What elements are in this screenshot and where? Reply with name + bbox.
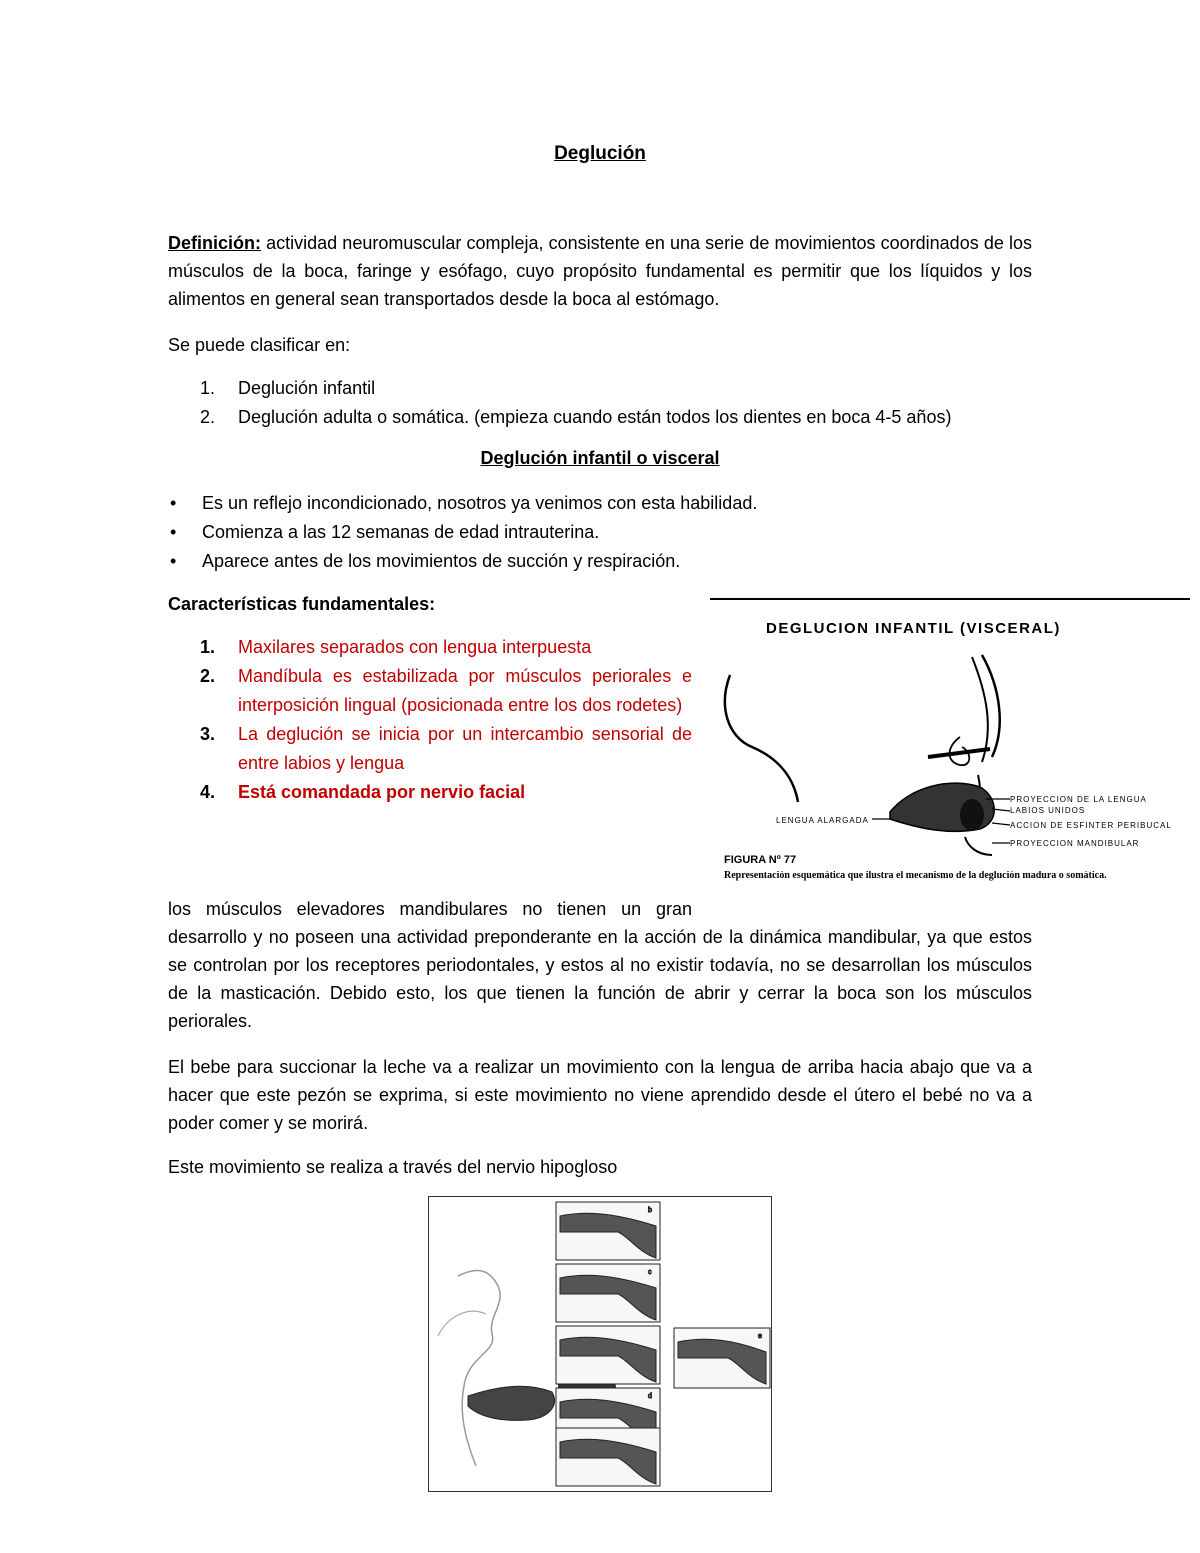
infant-swallowing-figure (710, 597, 1190, 907)
bullet-list (168, 489, 757, 576)
bullet-text: Aparece antes de los movimientos de succión y respiración. (202, 551, 681, 571)
list-item (200, 720, 692, 778)
float-spacer (692, 895, 1032, 923)
paragraph-text: los músculos elevadores mandibulares no tienen un gran desarrollo y no poseen una actividad preponderante en la acción de la dinámica mandibular, ya que estos se controlan por los receptores periodontales, y estos al no existir todavía, no se desarrollan los músculos de la masticación. Debido esto, los que tienen la función de abrir y cerrar la boca son los músculos periorales. (168, 899, 1032, 1031)
list-item (200, 374, 951, 403)
list-text: Deglución infantil (238, 378, 376, 398)
characteristics-list (200, 633, 692, 807)
bullet-icon: • (170, 493, 177, 513)
panel-right (674, 1328, 770, 1388)
list-number: 3. (200, 724, 216, 744)
nose-outline (982, 655, 1000, 757)
figure-caption: Representación esquemática que ilustra el mecanismo de la deglución madura o somática. (724, 871, 1107, 881)
figure-heading: DEGLUCION INFANTIL (VISCERAL) (766, 620, 1061, 637)
list-number: 1. (200, 637, 216, 657)
list-text: Está comandada por nervio facial (238, 782, 526, 802)
paragraph-suction: El bebe para succionar la leche va a realizar un movimiento con la lengua de arriba hacia abajo que va a hacer que este pezón se exprima, si este movimiento no viene aprendido desde el útero el bebé no va a poder comer y se morirá. (168, 1057, 1032, 1133)
list-text: Maxilares separados con lengua interpuesta (238, 637, 592, 657)
bullet-icon: • (170, 522, 177, 542)
panel-letter: c (648, 1269, 652, 1276)
list-number: 2. (200, 666, 216, 686)
bullet-text: Es un reflejo incondicionado, nosotros ya venimos con esta habilidad. (202, 493, 758, 513)
bullet-icon: • (170, 551, 177, 571)
figure-number: FIGURA Nº 77 (724, 854, 797, 866)
list-item (200, 403, 951, 432)
panel-letter: d (648, 1393, 652, 1400)
paragraph-nerve: Este movimiento se realiza a través del nervio hipogloso (168, 1157, 618, 1177)
list-item (168, 518, 757, 547)
list-item (168, 489, 757, 518)
suction-sequence-figure (428, 1196, 772, 1492)
list-text: Mandíbula es estabilizada por músculos periorales e interposición lingual (posicionada entre los dos rodetes) (238, 666, 692, 715)
bullet-text: Comienza a las 12 semanas de edad intrauterina. (202, 522, 600, 542)
label-proyeccion-lengua: PROYECCION DE LA LENGUA (1010, 795, 1147, 804)
panel-letter: b (648, 1207, 652, 1214)
page-title: Deglución (554, 143, 646, 164)
characteristics-title: Características fundamentales: (168, 594, 436, 614)
list-number: 2. (200, 407, 216, 427)
paragraph-muscles (168, 895, 1032, 1035)
definition-text: actividad neuromuscular compleja, consistente en una serie de movimientos coordinados de los músculos de la boca, faringe y esófago, cuyo propósito fundamental es permitir que los líquidos y los alimentos en general sean transportados desde la boca al estómago. (168, 233, 1032, 309)
list-item (168, 547, 757, 576)
label-proyeccion-mandibular: PROYECCION MANDIBULAR (1010, 839, 1140, 848)
classification-list (200, 374, 951, 432)
infant-face-sketch (458, 1271, 500, 1466)
list-item (200, 662, 692, 720)
list-item (200, 633, 692, 662)
definition-label: Definición: (168, 233, 261, 253)
list-text: La deglución se inicia por un intercambio sensorial de entre labios y lengua (238, 724, 692, 773)
classify-intro: Se puede clasificar en: (168, 335, 351, 355)
list-text: Deglución adulta o somática. (empieza cuando están todos los dientes en boca 4-5 años) (238, 407, 952, 427)
head-outline (725, 675, 798, 802)
label-lengua-alargada: LENGUA ALARGADA (776, 816, 869, 825)
definition-paragraph (168, 229, 1032, 313)
list-number: 4. (200, 782, 216, 802)
list-item (200, 778, 692, 807)
panel-column (556, 1202, 660, 1486)
label-accion-esfinter: ACCION DE ESFINTER PERIBUCAL (1010, 821, 1172, 830)
label-labios-unidos: LABIOS UNIDOS (1010, 806, 1086, 815)
section-subtitle: Deglución infantil o visceral (480, 448, 720, 468)
panel-letter: e (758, 1333, 762, 1340)
list-number: 1. (200, 378, 216, 398)
